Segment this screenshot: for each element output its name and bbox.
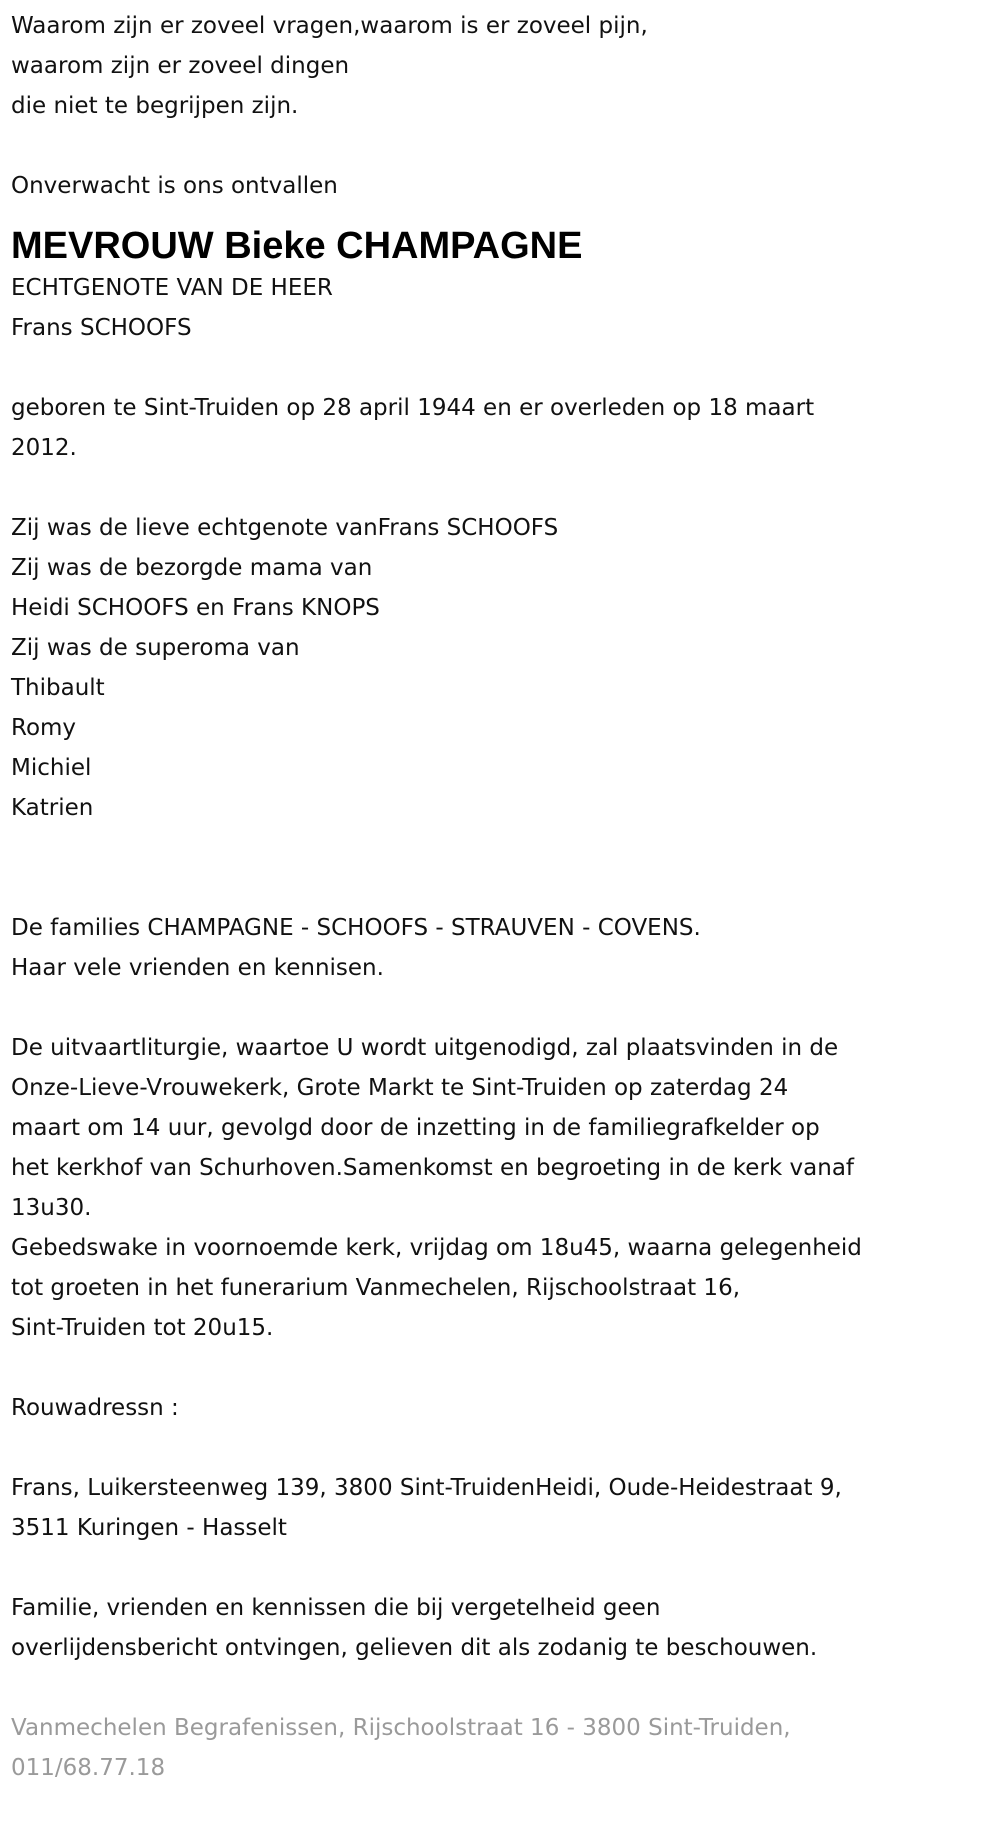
funeral-line: Gebedswake in voornoemde kerk, vrijdag om 18u45, waarna gelegenheid	[11, 1235, 862, 1261]
poem	[11, 6, 1000, 126]
funeral-line: tot groeten in het funerarium Vanmechelen, Rijschoolstraat 16,	[11, 1275, 741, 1301]
spouse-line: Frans SCHOOFS	[11, 315, 192, 341]
notice-line: overlijdensbericht ontvingen, gelieven dit als zodanig te beschouwen.	[11, 1635, 818, 1661]
intro: Onverwacht is ons ontvallen	[11, 173, 338, 199]
funeral-line: 13u30.	[11, 1195, 92, 1221]
poem-line: die niet te begrijpen zijn.	[11, 93, 299, 119]
address-line: Frans, Luikersteenweg 139, 3800 Sint-TruidenHeidi, Oude-Heidestraat 9,	[11, 1475, 842, 1501]
families-line: De families CHAMPAGNE - SCHOOFS - STRAUVEN - COVENS.	[11, 915, 701, 941]
family-line: Zij was de lieve echtgenote vanFrans SCHOOFS	[11, 515, 559, 541]
address-line: 3511 Kuringen - Hasselt	[11, 1515, 287, 1541]
funeral-line: maart om 14 uur, gevolgd door de inzetting in de familiegrafkelder op	[11, 1115, 820, 1141]
poem-line: Waarom zijn er zoveel vragen,waarom is er zoveel pijn,	[11, 13, 648, 39]
poem-line: waarom zijn er zoveel dingen	[11, 53, 350, 79]
families-line: Haar vele vrienden en kennisen.	[11, 955, 384, 981]
family-line: Zij was de bezorgde mama van	[11, 555, 373, 581]
family-line: Romy	[11, 715, 77, 741]
birth-line: 2012.	[11, 435, 77, 461]
deceased-name: MEVROUW Bieke CHAMPAGNE	[11, 225, 583, 267]
funeral-line: Onze-Lieve-Vrouwekerk, Grote Markt te Sint-Truiden op zaterdag 24	[11, 1075, 789, 1101]
family-line: Michiel	[11, 755, 92, 781]
address-label: Rouwadressn :	[11, 1395, 179, 1421]
funeral-home-phone: 011/68.77.18	[11, 1755, 166, 1781]
birth-line: geboren te Sint-Truiden op 28 april 1944 en er overleden op 18 maart	[11, 395, 815, 421]
notice-line: Familie, vrienden en kennissen die bij vergetelheid geen	[11, 1595, 661, 1621]
spouse-line: ECHTGENOTE VAN DE HEER	[11, 275, 333, 301]
funeral-line: De uitvaartliturgie, waartoe U wordt uitgenodigd, zal plaatsvinden in de	[11, 1035, 839, 1061]
funeral-home-footer: Vanmechelen Begrafenissen, Rijschoolstraat 16 - 3800 Sint-Truiden,	[11, 1715, 791, 1741]
funeral-line: het kerkhof van Schurhoven.Samenkomst en begroeting in de kerk vanaf	[11, 1155, 855, 1181]
funeral-info	[11, 1028, 1000, 1348]
family-line: Zij was de superoma van	[11, 635, 300, 661]
family-list	[11, 508, 1000, 828]
family-line: Heidi SCHOOFS en Frans KNOPS	[11, 595, 380, 621]
family-line: Thibault	[11, 675, 105, 701]
funeral-line: Sint-Truiden tot 20u15.	[11, 1315, 274, 1341]
family-line: Katrien	[11, 795, 94, 821]
